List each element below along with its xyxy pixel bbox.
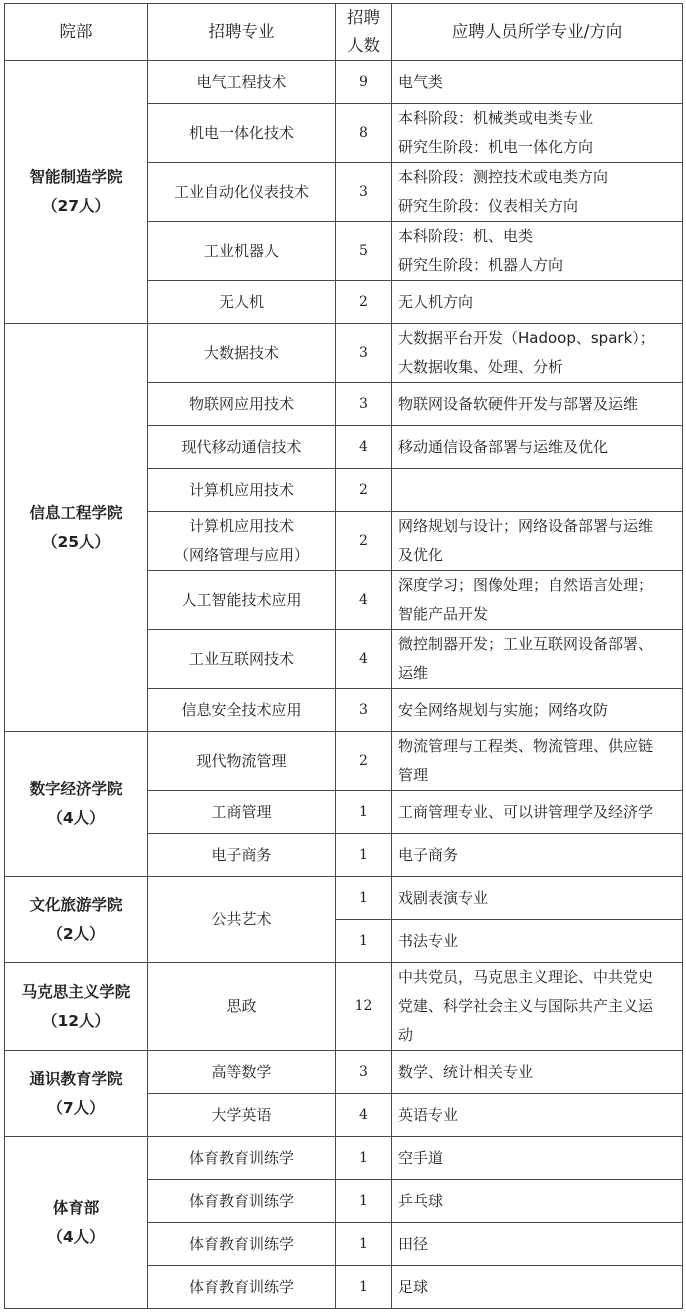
- dept-count: （7人）: [47, 1098, 105, 1117]
- direction-cell: 戏剧表演专业: [392, 877, 683, 920]
- dept-name: 通识教育学院: [29, 1069, 123, 1088]
- direction-cell: 英语专业: [392, 1094, 683, 1137]
- dept-count: （4人）: [47, 809, 105, 827]
- major-cell: 计算机应用技术 （网络管理与应用）: [148, 512, 336, 571]
- recruitment-table: [4, 3, 683, 1309]
- table-row: [5, 732, 683, 791]
- header-major: 招聘专业: [148, 4, 336, 61]
- direction-cell: 书法专业: [392, 920, 683, 963]
- count-cell: 2: [336, 469, 392, 512]
- major-cell: 电子商务: [148, 834, 336, 877]
- count-cell: 3: [336, 383, 392, 426]
- dept-cell: [5, 963, 148, 1051]
- direction-cell: 本科阶段：机械类或电类专业 研究生阶段：机电一体化方向: [392, 104, 683, 163]
- count-cell: 3: [336, 163, 392, 222]
- dept-cell: [5, 324, 148, 732]
- count-cell: 1: [336, 877, 392, 920]
- direction-cell: 网络规划与设计；网络设备部署与运维 及优化: [392, 512, 683, 571]
- direction-cell: 无人机方向: [392, 281, 683, 324]
- major-cell: 现代移动通信技术: [148, 426, 336, 469]
- dept-count: （25人）: [41, 532, 111, 551]
- major-cell: 公共艺术: [148, 877, 336, 963]
- count-cell: 3: [336, 1051, 392, 1094]
- header-direction: 应聘人员所学专业/方向: [392, 4, 683, 61]
- major-cell: 思政: [148, 963, 336, 1051]
- major-cell: 信息安全技术应用: [148, 689, 336, 732]
- direction-cell: 中共党员，马克思主义理论、中共党史 党建、科学社会主义与国际共产主义运 动: [392, 963, 683, 1051]
- direction-cell: 乒乓球: [392, 1180, 683, 1223]
- direction-cell: 微控制器开发；工业互联网设备部署、 运维: [392, 630, 683, 689]
- major-cell: 机电一体化技术: [148, 104, 336, 163]
- major-cell: 无人机: [148, 281, 336, 324]
- count-cell: 9: [336, 61, 392, 104]
- dept-cell: [5, 61, 148, 324]
- major-cell: 物联网应用技术: [148, 383, 336, 426]
- count-cell: 8: [336, 104, 392, 163]
- dept-name: 马克思主义学院: [21, 982, 131, 1001]
- count-cell: 4: [336, 630, 392, 689]
- direction-cell: 田径: [392, 1223, 683, 1266]
- direction-cell: 移动通信设备部署与运维及优化: [392, 426, 683, 469]
- count-cell: 1: [336, 791, 392, 834]
- dept-name: 文化旅游学院: [29, 895, 123, 914]
- direction-cell: 安全网络规划与实施；网络攻防: [392, 689, 683, 732]
- table-row: [5, 61, 683, 104]
- dept-count: （2人）: [47, 924, 105, 943]
- count-cell: 5: [336, 222, 392, 281]
- header-row: [5, 4, 683, 61]
- count-cell: 4: [336, 1094, 392, 1137]
- major-cell: 电气工程技术: [148, 61, 336, 104]
- major-cell: 工业机器人: [148, 222, 336, 281]
- count-cell: 2: [336, 281, 392, 324]
- count-cell: 3: [336, 324, 392, 383]
- count-cell: 4: [336, 571, 392, 630]
- major-cell: 工商管理: [148, 791, 336, 834]
- header-count: [336, 4, 392, 61]
- major-cell: 工业互联网技术: [148, 630, 336, 689]
- major-cell: 人工智能技术应用: [148, 571, 336, 630]
- direction-cell: 深度学习；图像处理；自然语言处理； 智能产品开发: [392, 571, 683, 630]
- count-cell: 4: [336, 426, 392, 469]
- table-row: [5, 877, 683, 920]
- major-cell: 体育教育训练学: [148, 1223, 336, 1266]
- direction-cell: 大数据平台开发（Hadoop、spark）； 大数据收集、处理、分析: [392, 324, 683, 383]
- table-row: [5, 324, 683, 383]
- major-cell: 大学英语: [148, 1094, 336, 1137]
- direction-cell: 物联网设备软硬件开发与部署及运维: [392, 383, 683, 426]
- direction-cell: 物流管理与工程类、物流管理、供应链 管理: [392, 732, 683, 791]
- count-cell: 1: [336, 1266, 392, 1309]
- count-cell: 1: [336, 834, 392, 877]
- major-cell: 大数据技术: [148, 324, 336, 383]
- major-cell: 计算机应用技术: [148, 469, 336, 512]
- direction-cell: 本科阶段：机、电类 研究生阶段：机器人方向: [392, 222, 683, 281]
- count-cell: 1: [336, 1180, 392, 1223]
- count-cell: 1: [336, 920, 392, 963]
- dept-count: （27人）: [41, 197, 111, 215]
- header-count-line2: 人数: [347, 36, 380, 55]
- major-cell: 现代物流管理: [148, 732, 336, 791]
- count-cell: 1: [336, 1223, 392, 1266]
- count-cell: 1: [336, 1137, 392, 1180]
- dept-cell: [5, 877, 148, 963]
- direction-cell: 电子商务: [392, 834, 683, 877]
- direction-cell: 工商管理专业、可以讲管理学及经济学: [392, 791, 683, 834]
- direction-cell: 足球: [392, 1266, 683, 1309]
- count-cell: 3: [336, 689, 392, 732]
- dept-cell: [5, 1051, 148, 1137]
- direction-cell: 数学、统计相关专业: [392, 1051, 683, 1094]
- dept-name: 体育部: [52, 1198, 100, 1217]
- dept-cell: [5, 1137, 148, 1309]
- dept-count: （12人）: [41, 1011, 111, 1030]
- dept-name: 智能制造学院: [29, 168, 123, 186]
- table-row: [5, 1137, 683, 1180]
- count-cell: 2: [336, 732, 392, 791]
- major-cell: 体育教育训练学: [148, 1266, 336, 1309]
- direction-cell: 空手道: [392, 1137, 683, 1180]
- major-cell: 高等数学: [148, 1051, 336, 1094]
- header-count-line1: 招聘: [347, 8, 380, 27]
- header-dept: 院部: [5, 4, 148, 61]
- table-row: [5, 1051, 683, 1094]
- count-cell: 12: [336, 963, 392, 1051]
- direction-cell: 电气类: [392, 61, 683, 104]
- major-cell: 体育教育训练学: [148, 1137, 336, 1180]
- direction-cell: [392, 469, 683, 512]
- major-cell: 工业自动化仪表技术: [148, 163, 336, 222]
- major-cell: 体育教育训练学: [148, 1180, 336, 1223]
- dept-cell: [5, 732, 148, 877]
- dept-count: （4人）: [47, 1227, 105, 1246]
- count-cell: 2: [336, 512, 392, 571]
- direction-cell: 本科阶段：测控技术或电类方向 研究生阶段：仪表相关方向: [392, 163, 683, 222]
- table-row: [5, 963, 683, 1051]
- dept-name: 数字经济学院: [29, 780, 123, 798]
- dept-name: 信息工程学院: [29, 503, 123, 522]
